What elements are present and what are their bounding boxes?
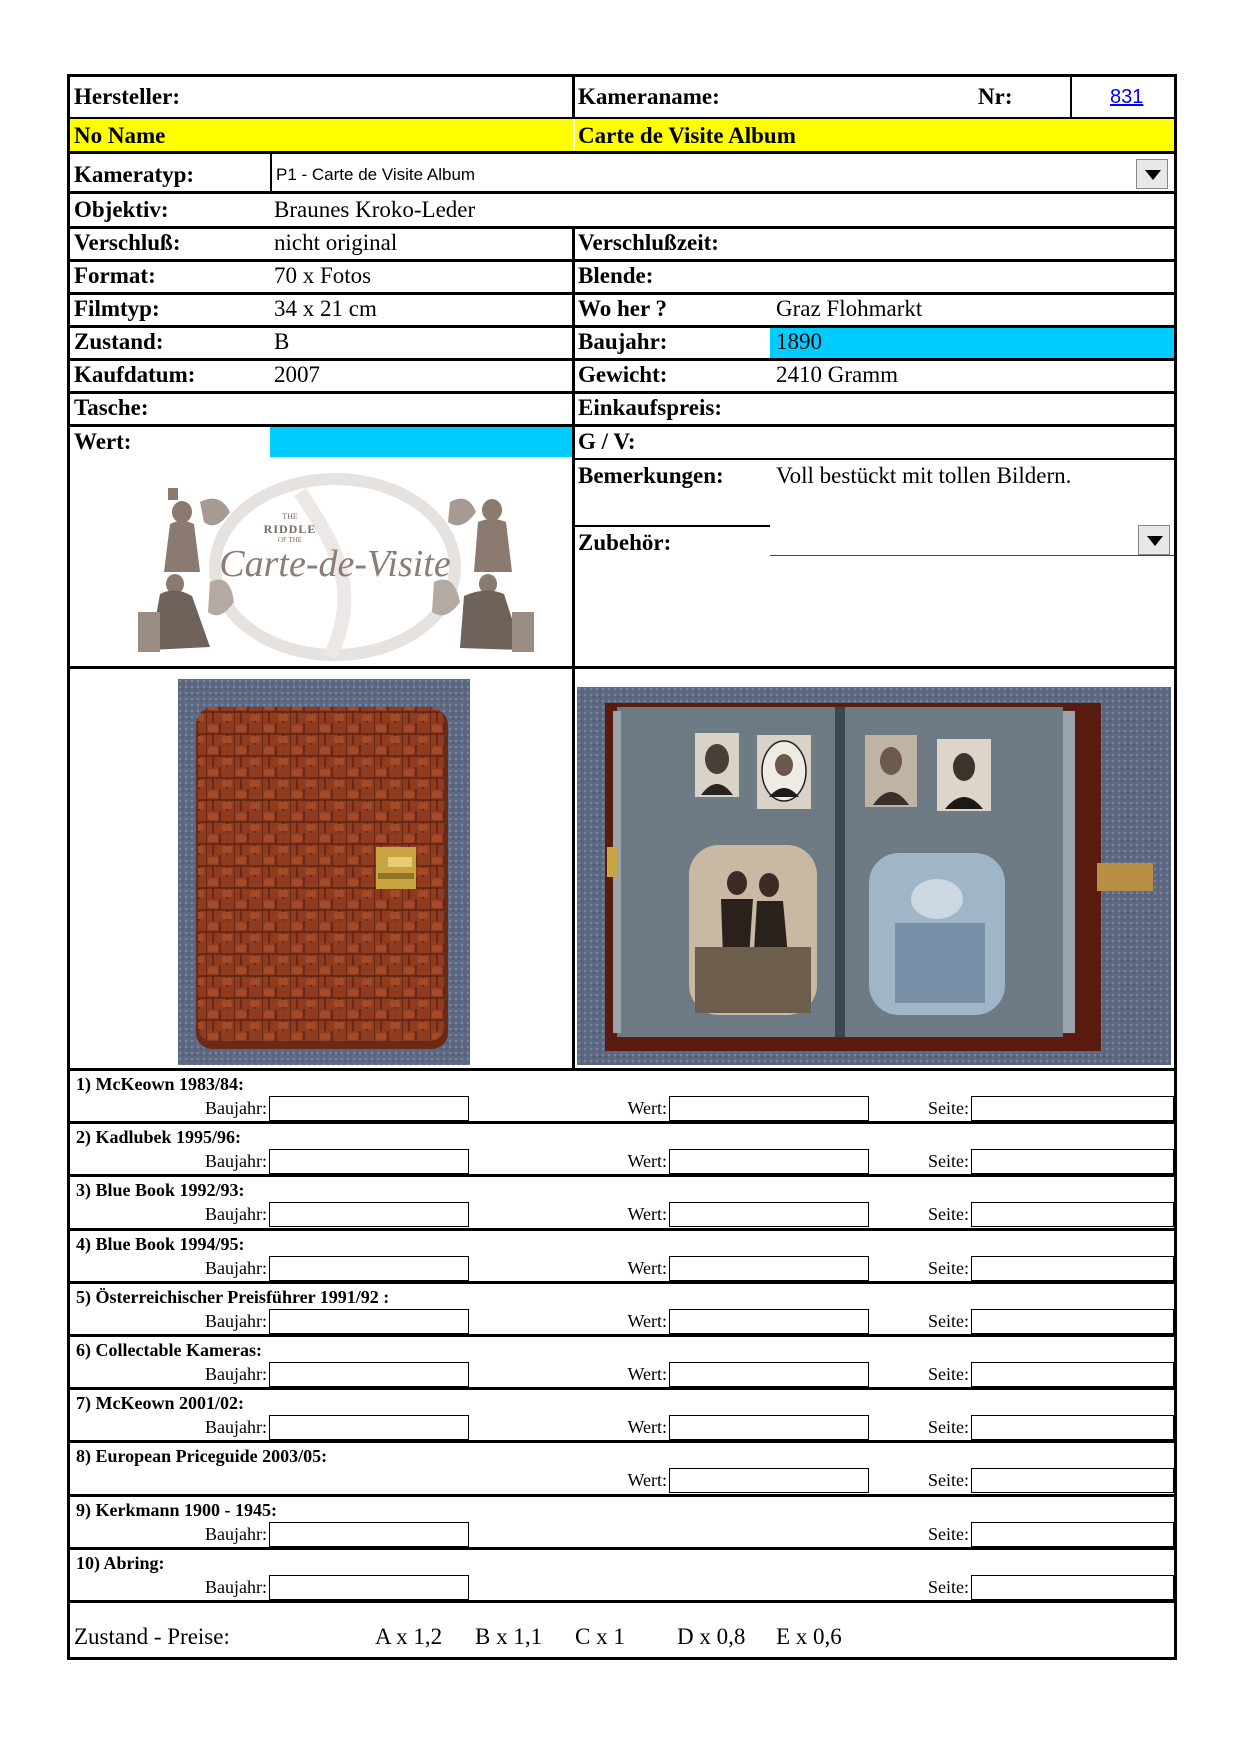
reference-title: 8) European Priceguide 2003/05: <box>76 1446 328 1467</box>
divider <box>270 154 272 191</box>
baujahr-value: 1890 <box>776 329 822 354</box>
logo-script: Carte-de-Visite <box>219 543 451 585</box>
divider <box>70 1547 1174 1550</box>
kameratyp-select[interactable]: P1 - Carte de Visite Album <box>276 165 476 184</box>
filmtyp-value: 34 x 21 cm <box>274 296 377 321</box>
reference-baujahr-input[interactable] <box>269 1575 469 1600</box>
carte-de-visite-logo <box>130 472 540 662</box>
reference-seite-label: Seite: <box>928 1523 969 1544</box>
reference-title: 2) Kadlubek 1995/96: <box>76 1127 242 1148</box>
divider <box>70 1387 1174 1390</box>
price-factor-b: B x 1,1 <box>475 1624 543 1649</box>
kaufdatum-label: Kaufdatum: <box>74 362 196 387</box>
zubehoer-label: Zubehör: <box>578 530 672 555</box>
divider <box>70 1174 1174 1177</box>
divider <box>70 1281 1174 1284</box>
reference-seite-label: Seite: <box>928 1204 969 1225</box>
divider <box>70 1228 1174 1231</box>
reference-title: 10) Abring: <box>76 1552 165 1573</box>
divider <box>70 151 1174 154</box>
reference-baujahr-input[interactable] <box>269 1362 469 1387</box>
reference-seite-input[interactable] <box>971 1202 1174 1227</box>
reference-wert-input[interactable] <box>669 1149 869 1174</box>
reference-title: 5) Österreichischer Preisführer 1991/92 : <box>76 1286 390 1307</box>
reference-wert-label: Wert: <box>627 1364 667 1384</box>
reference-wert-label: Wert: <box>627 1417 667 1438</box>
wert-highlight <box>270 427 573 457</box>
kameraname-label: Kameraname: <box>578 84 720 109</box>
zustand-label: Zustand: <box>74 329 164 354</box>
reference-wert-input[interactable] <box>669 1256 869 1281</box>
reference-baujahr-input[interactable] <box>269 1522 469 1547</box>
reference-wert-label: Wert: <box>627 1257 667 1278</box>
reference-baujahr-label: Baujahr: <box>205 1523 267 1544</box>
reference-baujahr-input[interactable] <box>269 1256 469 1281</box>
divider <box>70 424 1174 427</box>
reference-wert-label: Wert: <box>627 1470 667 1491</box>
reference-seite-label: Seite: <box>928 1098 969 1118</box>
camera-record-sheet <box>67 74 1177 1660</box>
format-value: 70 x Fotos <box>274 263 372 288</box>
baujahr-label: Baujahr: <box>578 329 668 354</box>
logo-riddle: RIDDLE <box>263 522 317 536</box>
reference-baujahr-label: Baujahr: <box>205 1417 267 1438</box>
hersteller-label: Hersteller: <box>74 84 180 109</box>
divider <box>70 1494 1174 1497</box>
woher-value: Graz Flohmarkt <box>776 296 923 321</box>
verschluss-label: Verschluß: <box>74 230 181 255</box>
zustand-preise-label: Zustand - Preise: <box>74 1624 230 1649</box>
filmtyp-label: Filmtyp: <box>74 296 160 321</box>
reference-baujahr-input[interactable] <box>269 1149 469 1174</box>
tasche-label: Tasche: <box>74 395 149 420</box>
reference-title: 9) Kerkmann 1900 - 1945: <box>76 1499 277 1520</box>
reference-wert-input[interactable] <box>669 1096 869 1121</box>
reference-seite-label: Seite: <box>928 1310 969 1331</box>
reference-wert-input[interactable] <box>669 1309 869 1334</box>
logo-of-the: OF THE <box>277 536 303 544</box>
zubehoer-underline <box>770 555 1174 556</box>
blende-label: Blende: <box>578 263 654 288</box>
reference-title: 7) McKeown 2001/02: <box>76 1393 244 1414</box>
gewicht-label: Gewicht: <box>578 362 668 387</box>
reference-wert-input[interactable] <box>669 1202 869 1227</box>
reference-wert-label: Wert: <box>627 1098 667 1118</box>
hersteller-value: No Name <box>74 123 166 148</box>
divider <box>572 77 575 117</box>
reference-baujahr-input[interactable] <box>269 1202 469 1227</box>
divider <box>70 1121 1174 1124</box>
reference-baujahr-label: Baujahr: <box>205 1576 267 1597</box>
reference-seite-label: Seite: <box>928 1257 969 1278</box>
verschlusszeit-label: Verschlußzeit: <box>578 230 719 255</box>
price-factor-d: D x 0,8 <box>677 1624 746 1649</box>
reference-seite-label: Seite: <box>928 1470 969 1491</box>
nr-label: Nr: <box>978 84 1013 109</box>
reference-title: 1) McKeown 1983/84: <box>76 1074 244 1094</box>
reference-wert-input[interactable] <box>669 1468 869 1493</box>
reference-seite-input[interactable] <box>971 1096 1174 1121</box>
reference-baujahr-input[interactable] <box>269 1096 469 1121</box>
reference-seite-input[interactable] <box>971 1522 1174 1547</box>
reference-seite-label: Seite: <box>928 1576 969 1597</box>
format-label: Format: <box>74 263 156 288</box>
divider <box>70 1068 1174 1071</box>
reference-title: 3) Blue Book 1992/93: <box>76 1180 245 1201</box>
divider <box>572 666 575 1068</box>
price-factor-a: A x 1,2 <box>375 1624 443 1649</box>
reference-title: 4) Blue Book 1994/95: <box>76 1233 245 1254</box>
reference-wert-label: Wert: <box>627 1204 667 1225</box>
bemerkungen-value: Voll bestückt mit tollen Bildern. <box>776 463 1072 488</box>
kameratyp-label: Kameratyp: <box>74 162 195 187</box>
reference-seite-label: Seite: <box>928 1417 969 1438</box>
bemerkungen-label: Bemerkungen: <box>578 463 724 488</box>
reference-baujahr-label: Baujahr: <box>205 1098 267 1118</box>
divider <box>572 226 575 666</box>
divider <box>575 525 770 527</box>
divider <box>70 191 1174 194</box>
divider <box>575 458 1174 460</box>
divider <box>70 666 1174 669</box>
reference-seite-label: Seite: <box>928 1364 969 1384</box>
reference-seite-input[interactable] <box>971 1256 1174 1281</box>
woher-label: Wo her ? <box>578 296 668 321</box>
zubehoer-dropdown-icon[interactable] <box>1138 525 1170 555</box>
price-factor-c: C x 1 <box>575 1624 625 1649</box>
divider <box>70 1440 1174 1443</box>
gv-label: G / V: <box>578 429 636 454</box>
objektiv-label: Objektiv: <box>74 197 169 222</box>
reference-baujahr-label: Baujahr: <box>205 1204 267 1225</box>
zustand-value: B <box>274 329 290 354</box>
reference-title: 6) Collectable Kameras: <box>76 1340 262 1360</box>
logo-the: THE <box>282 512 298 521</box>
verschluss-value: nicht original <box>274 230 398 255</box>
kameraname-value: Carte de Visite Album <box>578 123 796 148</box>
reference-seite-input[interactable] <box>971 1149 1174 1174</box>
reference-seite-input[interactable] <box>971 1415 1174 1440</box>
reference-wert-label: Wert: <box>627 1310 667 1331</box>
einkaufspreis-label: Einkaufspreis: <box>578 395 723 420</box>
open-album-photo <box>577 687 1171 1065</box>
divider <box>1070 77 1072 117</box>
closed-album-photo <box>178 679 470 1065</box>
reference-baujahr-label: Baujahr: <box>205 1310 267 1331</box>
divider <box>70 1334 1174 1337</box>
kaufdatum-value: 2007 <box>274 362 320 387</box>
reference-seite-input[interactable] <box>971 1575 1174 1600</box>
reference-baujahr-input[interactable] <box>269 1415 469 1440</box>
divider <box>70 1600 1174 1603</box>
reference-seite-input[interactable] <box>971 1309 1174 1334</box>
kameratyp-dropdown-icon[interactable] <box>1136 159 1168 189</box>
gewicht-value: 2410 Gramm <box>776 362 899 387</box>
wert-label: Wert: <box>74 429 132 454</box>
reference-wert-label: Wert: <box>627 1151 667 1172</box>
baujahr-highlight <box>770 328 1174 358</box>
reference-baujahr-label: Baujahr: <box>205 1364 267 1384</box>
reference-seite-input[interactable] <box>971 1362 1174 1387</box>
nr-link[interactable]: 831 <box>1110 86 1144 108</box>
price-factor-e: E x 0,6 <box>776 1624 842 1649</box>
reference-wert-input[interactable] <box>669 1362 869 1387</box>
reference-baujahr-input[interactable] <box>269 1309 469 1334</box>
reference-wert-input[interactable] <box>669 1415 869 1440</box>
reference-seite-label: Seite: <box>928 1151 969 1172</box>
objektiv-value: Braunes Kroko-Leder <box>274 197 476 222</box>
reference-baujahr-label: Baujahr: <box>205 1151 267 1172</box>
reference-seite-input[interactable] <box>971 1468 1174 1493</box>
reference-baujahr-label: Baujahr: <box>205 1257 267 1278</box>
